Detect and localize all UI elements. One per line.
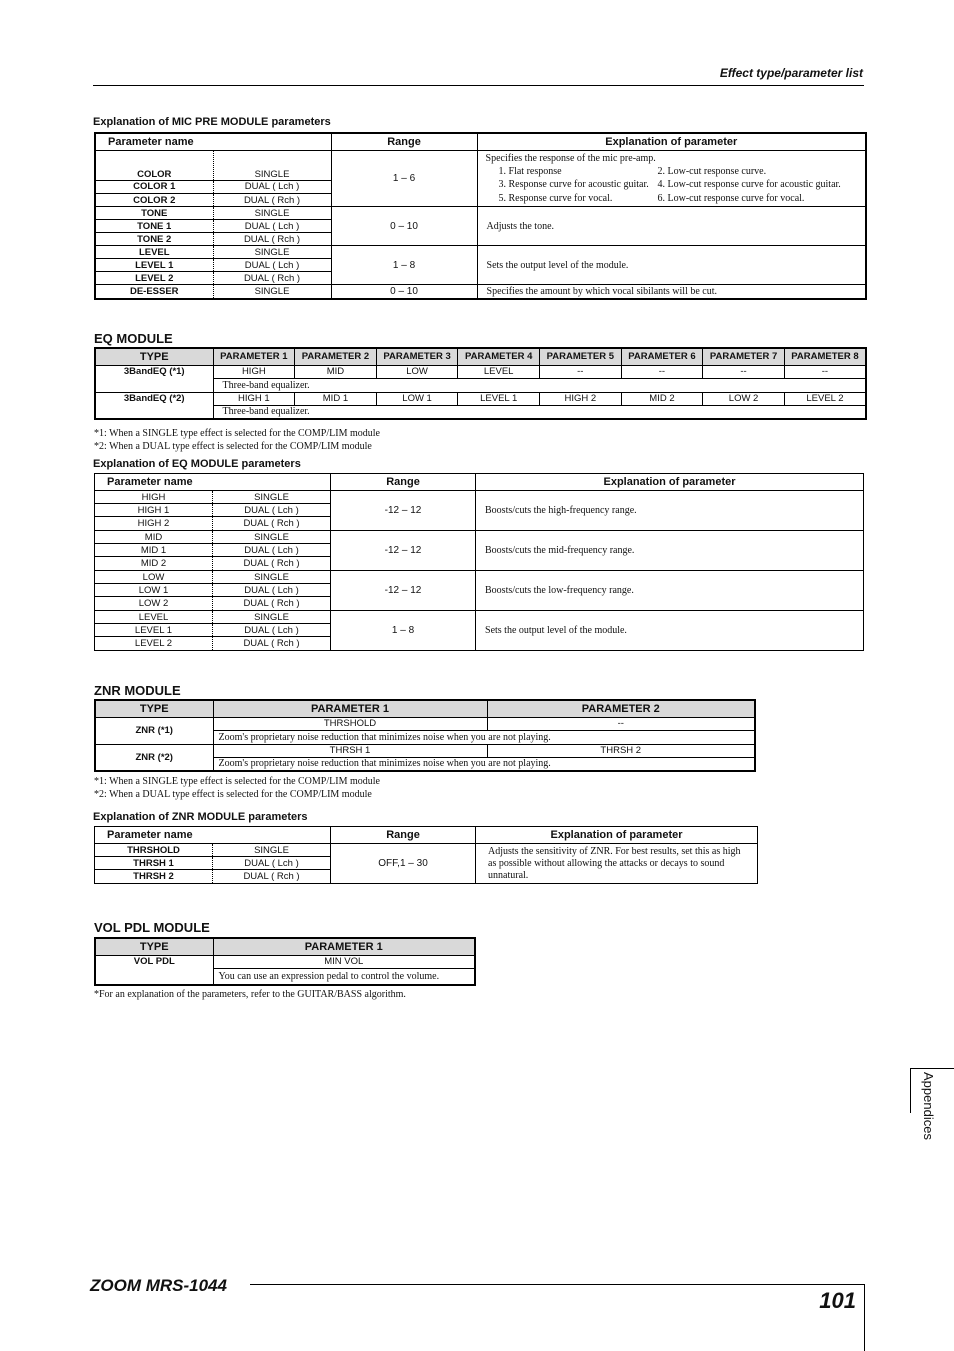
param-mode: SINGLE — [213, 285, 331, 299]
param-cell: LEVEL — [458, 365, 540, 378]
param-explanation: Boosts/cuts the high-frequency range. — [476, 491, 864, 531]
param-mode: DUAL ( Lch ) — [213, 544, 331, 557]
col-header: PARAMETER 1 — [213, 348, 295, 365]
col-header: PARAMETER 1 — [213, 700, 487, 717]
eq-params-caption: Explanation of EQ MODULE parameters — [93, 458, 301, 470]
param-range: 1 – 8 — [331, 611, 476, 651]
param-mode: DUAL ( Lch ) — [213, 584, 331, 597]
option-item: 4. Low-cut response curve for acoustic guitar. — [657, 179, 841, 191]
header-range: Range — [331, 133, 477, 150]
param-cell: THRSHOLD — [213, 717, 487, 730]
eq-params-table — [94, 473, 864, 651]
param-mode: DUAL ( Lch ) — [213, 504, 331, 517]
col-header: PARAMETER 2 — [487, 700, 755, 717]
param-cell: LOW — [376, 365, 458, 378]
header-explanation: Explanation of parameter — [476, 474, 864, 491]
param-name: COLOR 1 — [95, 180, 213, 193]
param-name: TONE 1 — [95, 220, 213, 233]
col-header: TYPE — [95, 700, 213, 717]
vol-pdl-title: VOL PDL MODULE — [94, 920, 210, 935]
option-item: 6. Low-cut response curve for vocal. — [657, 192, 805, 204]
col-header: PARAMETER 1 — [213, 938, 475, 955]
col-header: TYPE — [95, 938, 213, 955]
param-name: HIGH — [95, 491, 213, 504]
param-name: MID 2 — [95, 557, 213, 571]
param-mode: SINGLE — [213, 844, 331, 857]
type-cell: ZNR (*1) — [95, 717, 213, 744]
param-explanation: Specifies the amount by which vocal sibilants will be cut. — [477, 285, 866, 299]
footnote-1: *1: When a SINGLE type effect is selected for the COMP/LIM module — [94, 776, 380, 787]
param-mode: SINGLE — [213, 207, 331, 220]
znr-params-table — [94, 826, 758, 884]
param-name: MID — [95, 531, 213, 544]
param-explanation: Adjusts the sensitivity of ZNR. For best results, set this as high as possible without allowing the attacks or decays to sound unnatural. — [476, 844, 758, 884]
explanation-intro: Specifies the response of the mic pre-amp. — [485, 152, 656, 164]
type-description: Zoom's proprietary noise reduction that minimizes noise when you are not playing. — [213, 730, 755, 744]
header-rule — [93, 85, 864, 86]
param-cell: MID 2 — [621, 392, 703, 405]
param-cell: HIGH 2 — [540, 392, 622, 405]
znr-params-caption: Explanation of ZNR MODULE parameters — [93, 811, 308, 823]
param-cell: HIGH — [213, 365, 295, 378]
mic-pre-table — [94, 132, 867, 300]
znr-module-table — [94, 699, 756, 772]
side-tab-rule — [910, 1068, 954, 1069]
col-header: PARAMETER 5 — [540, 348, 622, 365]
param-mode: SINGLE — [213, 246, 331, 259]
param-mode: DUAL ( Rch ) — [213, 272, 331, 285]
param-explanation: Sets the output level of the module. — [476, 611, 864, 651]
vol-pdl-table — [94, 937, 476, 986]
header-explanation: Explanation of parameter — [476, 827, 758, 844]
param-name: LOW 2 — [95, 597, 213, 611]
section-title: Effect type/parameter list — [719, 66, 863, 80]
param-name: LEVEL 2 — [95, 637, 213, 651]
param-mode: DUAL ( Rch ) — [213, 517, 331, 531]
param-mode: DUAL ( Lch ) — [213, 624, 331, 637]
side-tab-rule-vertical — [910, 1068, 911, 1113]
param-cell: HIGH 1 — [213, 392, 295, 405]
col-header: PARAMETER 3 — [376, 348, 458, 365]
header-parameter-name: Parameter name — [95, 827, 331, 844]
col-header: TYPE — [95, 348, 213, 365]
mic-pre-caption: Explanation of MIC PRE MODULE parameters — [93, 116, 331, 128]
param-cell: MID 1 — [295, 392, 377, 405]
param-name: LOW — [95, 571, 213, 584]
footnote — [94, 775, 380, 801]
footer-brand: ZOOM MRS-1044 — [90, 1276, 227, 1295]
param-mode: SINGLE — [213, 611, 331, 624]
type-cell: VOL PDL — [95, 955, 213, 985]
param-name: MID 1 — [95, 544, 213, 557]
type-description: Three-band equalizer. — [213, 405, 866, 419]
type-cell: 3BandEQ (*2) — [95, 392, 213, 419]
param-name: LEVEL — [95, 611, 213, 624]
param-name: TONE 2 — [95, 233, 213, 246]
type-cell: ZNR (*2) — [95, 744, 213, 771]
param-name: COLOR 2 — [95, 193, 213, 206]
header-explanation: Explanation of parameter — [477, 133, 866, 150]
param-name: LOW 1 — [95, 584, 213, 597]
param-mode: DUAL ( Rch ) — [213, 637, 331, 651]
type-description: Zoom's proprietary noise reduction that minimizes noise when you are not playing. — [213, 757, 755, 771]
col-header: PARAMETER 4 — [458, 348, 540, 365]
param-mode: DUAL ( Lch ) — [213, 180, 331, 193]
param-cell: LEVEL 1 — [458, 392, 540, 405]
param-mode: DUAL ( Rch ) — [213, 233, 331, 246]
param-cell: LOW 1 — [376, 392, 458, 405]
param-name: DE-ESSER — [95, 285, 213, 299]
param-mode: DUAL ( Rch ) — [213, 870, 331, 884]
param-cell: -- — [540, 365, 622, 378]
appendices-label: Appendices — [921, 1072, 936, 1140]
param-range: 0 – 10 — [331, 207, 477, 246]
type-description: Three-band equalizer. — [213, 378, 866, 392]
param-cell: -- — [621, 365, 703, 378]
col-header: PARAMETER 7 — [703, 348, 785, 365]
page-number: 101 — [819, 1288, 856, 1313]
param-cell: THRSH 2 — [487, 744, 755, 757]
param-name: LEVEL 1 — [95, 259, 213, 272]
param-mode: DUAL ( Lch ) — [213, 259, 331, 272]
param-range: 1 – 6 — [331, 150, 477, 207]
type-cell: 3BandEQ (*1) — [95, 365, 213, 392]
param-name: THRSH 2 — [95, 870, 213, 884]
param-mode: DUAL ( Lch ) — [213, 857, 331, 870]
param-mode: DUAL ( Rch ) — [213, 557, 331, 571]
header-range: Range — [331, 827, 476, 844]
param-mode: DUAL ( Rch ) — [213, 193, 331, 206]
param-name: TONE — [95, 207, 213, 220]
param-cell: MID — [295, 365, 377, 378]
param-cell: THRSH 1 — [213, 744, 487, 757]
param-explanation: Boosts/cuts the mid-frequency range. — [476, 531, 864, 571]
param-mode: SINGLE — [213, 491, 331, 504]
header-parameter-name: Parameter name — [95, 133, 331, 150]
param-range: OFF,1 – 30 — [331, 844, 476, 884]
option-item: 5. Response curve for vocal. — [498, 192, 613, 204]
param-name: THRSHOLD — [95, 844, 213, 857]
eq-module-table — [94, 347, 867, 420]
option-item: 1. Flat response — [498, 165, 562, 177]
znr-module-title: ZNR MODULE — [94, 683, 181, 698]
param-cell: -- — [784, 365, 866, 378]
param-mode: SINGLE — [213, 571, 331, 584]
param-name: COLOR — [95, 150, 213, 180]
header-parameter-name: Parameter name — [95, 474, 331, 491]
param-range: -12 – 12 — [331, 571, 476, 611]
footnote-2: *2: When a DUAL type effect is selected for the COMP/LIM module — [94, 789, 372, 800]
param-range: -12 – 12 — [331, 531, 476, 571]
footnote-2: *2: When a DUAL type effect is selected for the COMP/LIM module — [94, 441, 372, 452]
footnote-1: *1: When a SINGLE type effect is selected for the COMP/LIM module — [94, 428, 380, 439]
param-cell: -- — [703, 365, 785, 378]
footnote — [94, 427, 380, 453]
param-mode: DUAL ( Lch ) — [213, 220, 331, 233]
footer-vertical-rule — [864, 1284, 865, 1351]
param-cell: MIN VOL — [213, 955, 475, 968]
param-range: 1 – 8 — [331, 246, 477, 285]
footer-rule — [250, 1284, 864, 1285]
param-mode: SINGLE — [213, 531, 331, 544]
vol-pdl-note: *For an explanation of the parameters, refer to the GUITAR/BASS algorithm. — [94, 989, 406, 1000]
option-item: 2. Low-cut response curve. — [657, 165, 767, 177]
param-mode: SINGLE — [213, 150, 331, 180]
param-name: HIGH 2 — [95, 517, 213, 531]
param-cell: LOW 2 — [703, 392, 785, 405]
param-name: LEVEL 2 — [95, 272, 213, 285]
appendices-tab — [912, 1072, 942, 1162]
param-explanation — [477, 150, 866, 207]
col-header: PARAMETER 2 — [295, 348, 377, 365]
param-mode: DUAL ( Rch ) — [213, 597, 331, 611]
param-cell: -- — [487, 717, 755, 730]
type-description: You can use an expression pedal to control the volume. — [213, 968, 475, 985]
param-name: LEVEL 1 — [95, 624, 213, 637]
param-explanation: Adjusts the tone. — [477, 207, 866, 246]
param-name: HIGH 1 — [95, 504, 213, 517]
param-range: 0 – 10 — [331, 285, 477, 299]
option-item: 3. Response curve for acoustic guitar. — [498, 179, 649, 191]
param-explanation: Boosts/cuts the low-frequency range. — [476, 571, 864, 611]
param-explanation: Sets the output level of the module. — [477, 246, 866, 285]
header-range: Range — [331, 474, 476, 491]
eq-module-title: EQ MODULE — [94, 331, 173, 346]
param-name: THRSH 1 — [95, 857, 213, 870]
col-header: PARAMETER 6 — [621, 348, 703, 365]
param-range: -12 – 12 — [331, 491, 476, 531]
param-cell: LEVEL 2 — [784, 392, 866, 405]
param-name: LEVEL — [95, 246, 213, 259]
col-header: PARAMETER 8 — [784, 348, 866, 365]
